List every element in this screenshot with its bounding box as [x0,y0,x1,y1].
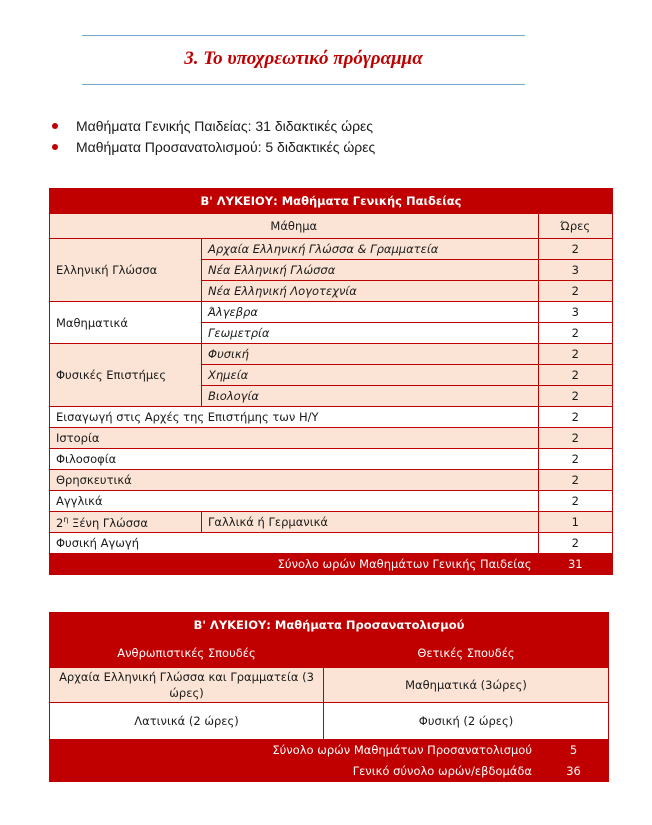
subject-cell: Νέα Ελληνική Λογοτεχνία [202,281,539,302]
total-value: 5 [539,740,609,761]
subject-cell: Άλγεβρα [202,302,539,323]
hours-header: Ώρες [538,214,612,239]
total-value: 31 [538,554,612,575]
table-row [50,512,613,533]
subject-cell: Εισαγωγή στις Αρχές της Επιστήμης των Η/Υ [50,407,539,428]
grand-total-value: 36 [539,761,609,782]
table-row [50,703,609,740]
hours-cell: 2 [538,386,612,407]
hours-cell: 2 [538,491,612,512]
group-name: Φυσικές Επιστήμες [50,344,202,407]
subject-cell: Γαλλικά ή Γερμανικά [202,512,539,533]
table-title: Β' ΛΥΚΕΙΟΥ: Μαθήματα Γενικής Παιδείας [50,189,613,214]
general-education-table [49,188,613,575]
hours-cell: 2 [538,365,612,386]
bottom-rule [82,84,525,85]
grand-total-row [50,761,609,782]
hours-cell: 2 [538,449,612,470]
bullet-icon [52,144,58,150]
subject-cell: Χημεία [202,365,539,386]
subject-cell: Ιστορία [50,428,539,449]
subject-cell: Αρχαία Ελληνική Γλώσσα & Γραμματεία [202,239,539,260]
section-title: 3. Το υποχρεωτικό πρόγραμμα [184,48,423,69]
table-title: Β' ΛΥΚΕΙΟΥ: Μαθήματα Προσανατολισμού [50,613,609,638]
subject-cell: Νέα Ελληνική Γλώσσα [202,260,539,281]
hours-cell: 2 [538,470,612,491]
table-row [50,428,613,449]
hours-cell: 3 [538,260,612,281]
table-row [50,533,613,554]
subject-header: Μάθημα [50,214,539,239]
sciences-cell: Μαθηματικά (3ώρες) [324,668,609,703]
total-row [50,740,609,761]
top-rule [82,35,525,36]
hours-cell: 3 [538,302,612,323]
hours-cell: 2 [538,407,612,428]
table-title-row [50,613,609,638]
sciences-cell: Φυσική (2 ώρες) [324,703,609,740]
subject-cell: Φυσική [202,344,539,365]
hours-cell: 2 [538,428,612,449]
table-row [50,470,613,491]
group-name: Ελληνική Γλώσσα [50,239,202,302]
sciences-header: Θετικές Σπουδές [324,638,609,668]
hours-cell: 2 [538,344,612,365]
bullet-icon [52,123,58,129]
total-row [50,554,613,575]
header-row [50,638,609,668]
hours-cell: 2 [538,323,612,344]
humanities-cell: Λατινικά (2 ώρες) [50,703,324,740]
subject-cell: $2^\eta$ Ξένη Γλώσσα [50,512,202,533]
group-name: Μαθηματικά [50,302,202,344]
table-row [50,302,613,323]
subject-cell: Αγγλικά [50,491,539,512]
table-row [50,449,613,470]
list-item: Μαθήματα Προσανατολισμού: 5 διδακτικές ώρες [52,137,375,158]
hours-cell: 1 [538,512,612,533]
hours-cell: 2 [538,281,612,302]
table-row [50,491,613,512]
table-row [50,668,609,703]
header-row [50,214,613,239]
subject-cell: Φιλοσοφία [50,449,539,470]
subject-cell: Φυσική Αγωγή [50,533,539,554]
table-row [50,239,613,260]
subject-cell: Βιολογία [202,386,539,407]
total-label: Σύνολο ωρών Μαθημάτων Προσανατολισμού [50,740,539,761]
table-row [50,407,613,428]
summary-list [52,116,375,158]
table-row [50,344,613,365]
orientation-table [49,612,609,782]
hours-cell: 2 [538,533,612,554]
hours-cell: 2 [538,239,612,260]
table-title-row [50,189,613,214]
list-item: Μαθήματα Γενικής Παιδείας: 31 διδακτικές ώρες [52,116,375,137]
grand-total-label: Γενικό σύνολο ωρών/εβδομάδα [50,761,539,782]
humanities-header: Ανθρωπιστικές Σπουδές [50,638,324,668]
subject-cell: Θρησκευτικά [50,470,539,491]
total-label: Σύνολο ωρών Μαθημάτων Γενικής Παιδείας [50,554,539,575]
subject-cell: Γεωμετρία [202,323,539,344]
humanities-cell: Αρχαία Ελληνική Γλώσσα και Γραμματεία (3 ώρες) [50,668,324,703]
